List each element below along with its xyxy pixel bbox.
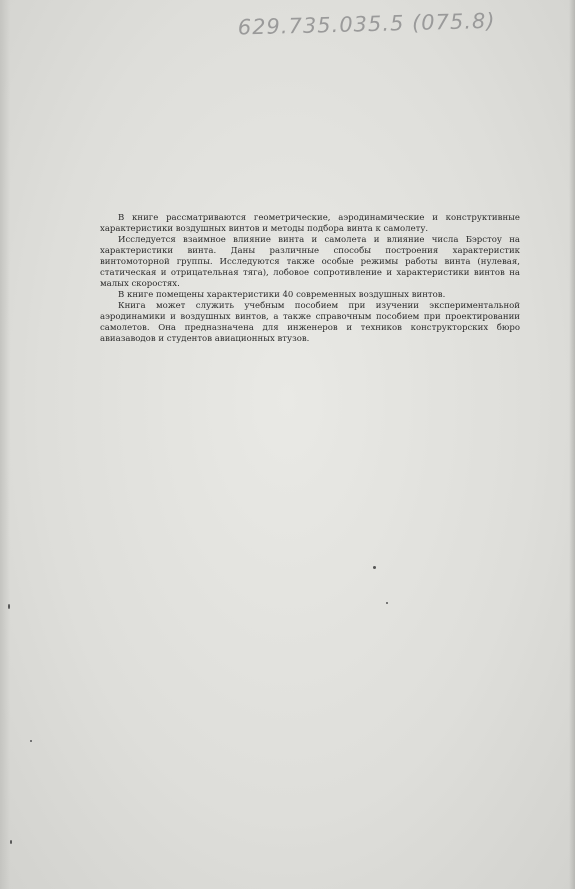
book-annotation bbox=[100, 213, 520, 345]
paper-speck bbox=[10, 840, 12, 844]
annotation-paragraph-1: В книге рассматриваются геометрические, аэродинамические и конструктивные характеристики воздушных винтов и методы подбора винта к самолету. bbox=[100, 213, 520, 234]
paper-speck bbox=[386, 602, 388, 604]
page-edge-shadow-left bbox=[0, 0, 10, 889]
paper-speck bbox=[373, 566, 376, 569]
annotation-paragraph-4: Книга может служить учебным пособием при изучении экспериментальной аэродинамики и воздушных винтов, а также справочным пособием при проектировании самолетов. Она предназначена для инженеров и техников конструкторских бюро авиазаводов и студентов авиационных втузов. bbox=[100, 301, 520, 344]
annotation-paragraph-2: Исследуется взаимное влияние винта и самолета и влияние числа Бэрстоу на характеристики винта. Даны различные способы построения характеристик винтомоторной группы. Исследуются также особые режимы работы винта (нулевая, статическая и отрицательная тяга), лобовое сопротивление и характеристики винтов на малых скоростях. bbox=[100, 235, 520, 289]
paper-speck bbox=[8, 604, 10, 609]
handwritten-catalog-number: 629.735.035.5 (075.8) bbox=[237, 8, 496, 40]
annotation-paragraph-3: В книге помещены характеристики 40 современных воздушных винтов. bbox=[118, 290, 446, 300]
page-edge-shadow-right bbox=[569, 0, 575, 889]
paper-speck bbox=[30, 740, 32, 742]
